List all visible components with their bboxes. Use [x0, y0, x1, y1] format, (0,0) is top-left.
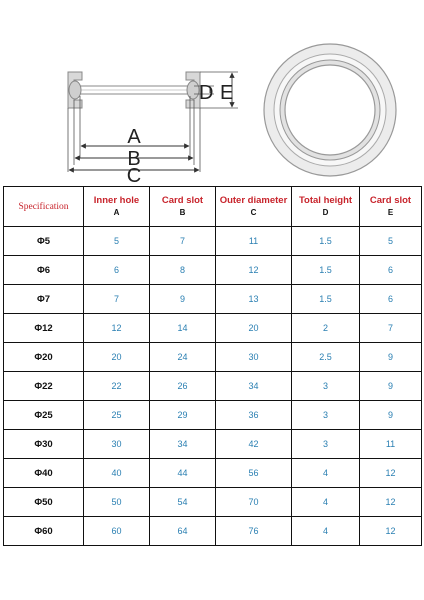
- grommet-diagram: [0, 0, 424, 186]
- table-cell: 22: [84, 372, 150, 401]
- table-cell: 50: [84, 488, 150, 517]
- table-cell: 7: [150, 227, 216, 256]
- table-cell: 11: [360, 430, 422, 459]
- dim-label-e: E: [220, 82, 234, 104]
- row-label: Φ22: [4, 372, 84, 401]
- table-row: [4, 430, 422, 459]
- header-outer-diameter: Outer diameter C: [216, 187, 292, 227]
- table-cell: 5: [360, 227, 422, 256]
- table-cell: 7: [360, 314, 422, 343]
- table-cell: 24: [150, 343, 216, 372]
- table-row: [4, 459, 422, 488]
- table-cell: 11: [216, 227, 292, 256]
- table-row: [4, 314, 422, 343]
- table-cell: 12: [360, 517, 422, 546]
- dim-label-d: D: [199, 82, 214, 104]
- table-cell: 8: [150, 256, 216, 285]
- table-cell: 1.5: [292, 256, 360, 285]
- table-row: [4, 285, 422, 314]
- row-label: Φ20: [4, 343, 84, 372]
- table-cell: 4: [292, 517, 360, 546]
- table-cell: 3: [292, 401, 360, 430]
- table-cell: 54: [150, 488, 216, 517]
- table-cell: 2: [292, 314, 360, 343]
- table-cell: 12: [84, 314, 150, 343]
- table-cell: 3: [292, 372, 360, 401]
- row-label: Φ40: [4, 459, 84, 488]
- specification-table: [3, 186, 422, 546]
- row-label: Φ25: [4, 401, 84, 430]
- table-cell: 44: [150, 459, 216, 488]
- table-cell: 30: [84, 430, 150, 459]
- row-label: Φ7: [4, 285, 84, 314]
- grommet-top-view: [264, 44, 396, 176]
- row-label: Φ5: [4, 227, 84, 256]
- header-card-slot-e: Card slot E: [360, 187, 422, 227]
- header-total-height: Total height D: [292, 187, 360, 227]
- table-cell: 60: [84, 517, 150, 546]
- table-cell: 12: [216, 256, 292, 285]
- table-cell: 6: [84, 256, 150, 285]
- table-cell: 1.5: [292, 227, 360, 256]
- table-row: [4, 343, 422, 372]
- table-cell: 7: [84, 285, 150, 314]
- table-row: [4, 372, 422, 401]
- table-cell: 34: [216, 372, 292, 401]
- table-cell: 1.5: [292, 285, 360, 314]
- dim-label-c: C: [126, 165, 142, 186]
- header-inner-hole: Inner hole A: [84, 187, 150, 227]
- row-label: Φ6: [4, 256, 84, 285]
- table-cell: 5: [84, 227, 150, 256]
- dim-label-b: B: [127, 148, 141, 170]
- table-cell: 9: [360, 401, 422, 430]
- table-cell: 6: [360, 256, 422, 285]
- table-row: [4, 401, 422, 430]
- table-cell: 40: [84, 459, 150, 488]
- table-header-row: [4, 187, 422, 227]
- table-cell: 34: [150, 430, 216, 459]
- table-row: [4, 256, 422, 285]
- table-row: [4, 488, 422, 517]
- row-label: Φ60: [4, 517, 84, 546]
- table-row: [4, 227, 422, 256]
- row-label: Φ30: [4, 430, 84, 459]
- table-cell: 14: [150, 314, 216, 343]
- table-cell: 13: [216, 285, 292, 314]
- table-cell: 9: [150, 285, 216, 314]
- row-label: Φ50: [4, 488, 84, 517]
- table-cell: 6: [360, 285, 422, 314]
- table-cell: 9: [360, 372, 422, 401]
- table-cell: 20: [84, 343, 150, 372]
- table-cell: 56: [216, 459, 292, 488]
- table-cell: 30: [216, 343, 292, 372]
- table-cell: 12: [360, 459, 422, 488]
- table-cell: 64: [150, 517, 216, 546]
- table-cell: 2.5: [292, 343, 360, 372]
- table-cell: 76: [216, 517, 292, 546]
- table-cell: 4: [292, 488, 360, 517]
- dim-label-a: A: [127, 126, 141, 148]
- grommet-cross-section: [68, 72, 200, 108]
- table-cell: 29: [150, 401, 216, 430]
- table-cell: 20: [216, 314, 292, 343]
- table-row: [4, 517, 422, 546]
- table-cell: 25: [84, 401, 150, 430]
- table-cell: 26: [150, 372, 216, 401]
- header-specification: Specification: [4, 187, 84, 227]
- table-cell: 3: [292, 430, 360, 459]
- table-cell: 12: [360, 488, 422, 517]
- table-cell: 9: [360, 343, 422, 372]
- header-card-slot-b: Card slot B: [150, 187, 216, 227]
- table-cell: 36: [216, 401, 292, 430]
- table-cell: 42: [216, 430, 292, 459]
- table-cell: 70: [216, 488, 292, 517]
- row-label: Φ12: [4, 314, 84, 343]
- table-cell: 4: [292, 459, 360, 488]
